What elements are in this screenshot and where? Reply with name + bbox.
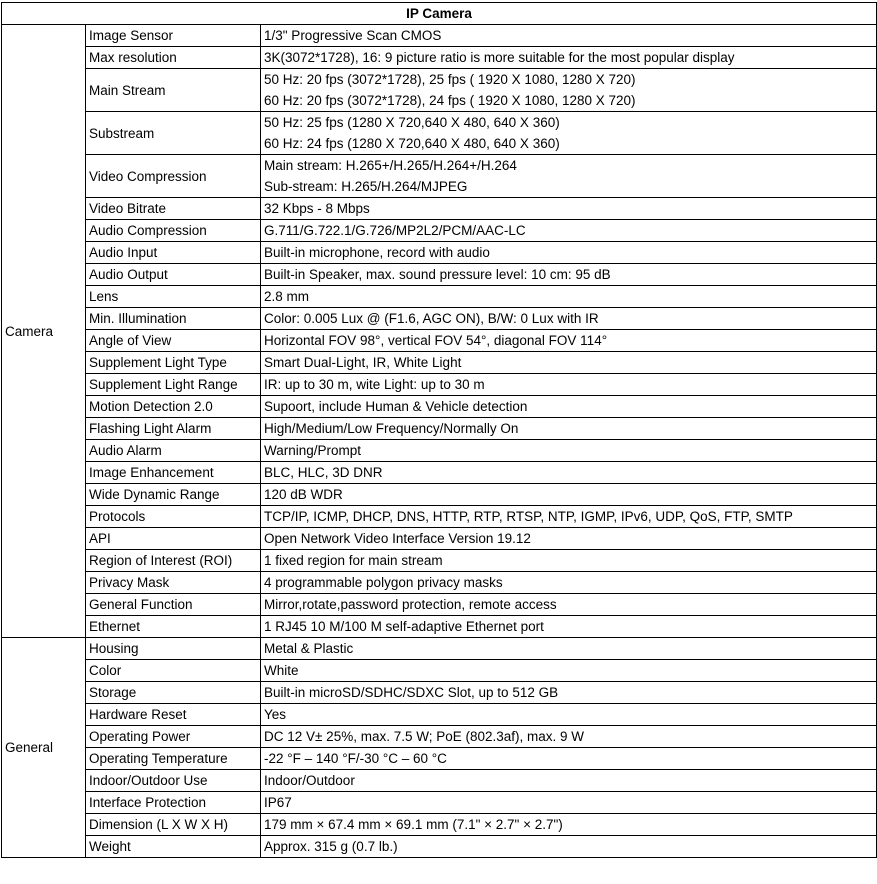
spec-label: Supplement Light Type — [86, 352, 261, 374]
table-row — [2, 69, 877, 112]
spec-value-line: Approx. 315 g (0.7 lb.) — [264, 839, 398, 854]
table-row — [2, 220, 877, 242]
table-row — [2, 792, 877, 814]
spec-value — [261, 330, 877, 352]
spec-value-line: Yes — [264, 707, 287, 722]
spec-value — [261, 594, 877, 616]
spec-value-line: DC 12 V± 25%, max. 7.5 W; PoE (802.3af), max. 9 W — [264, 729, 585, 744]
table-row — [2, 396, 877, 418]
spec-value-line: 60 Hz: 20 fps (3072*1728), 24 fps ( 1920 X 1080, 1280 X 720) — [264, 93, 636, 108]
spec-label: General Function — [86, 594, 261, 616]
table-row — [2, 506, 877, 528]
spec-label: Audio Compression — [86, 220, 261, 242]
spec-value — [261, 660, 877, 682]
spec-value-line: Open Network Video Interface Version 19.12 — [264, 531, 531, 546]
spec-label: Indoor/Outdoor Use — [86, 770, 261, 792]
table-row — [2, 112, 877, 155]
spec-value-line: White — [264, 663, 299, 678]
spec-value-line: Warning/Prompt — [264, 443, 362, 458]
spec-value-line: High/Medium/Low Frequency/Normally On — [264, 421, 519, 436]
table-row — [2, 242, 877, 264]
spec-label: Privacy Mask — [86, 572, 261, 594]
spec-label: Video Compression — [86, 155, 261, 198]
spec-value — [261, 374, 877, 396]
spec-label: Min. Illumination — [86, 308, 261, 330]
table-row — [2, 594, 877, 616]
spec-value — [261, 682, 877, 704]
spec-value-line: Metal & Plastic — [264, 641, 354, 656]
table-row — [2, 638, 877, 660]
spec-value — [261, 726, 877, 748]
spec-label: Weight — [86, 836, 261, 858]
table-row — [2, 374, 877, 396]
spec-value — [261, 836, 877, 858]
spec-label: Ethernet — [86, 616, 261, 638]
spec-value-line: 2.8 mm — [264, 289, 310, 304]
spec-value-line: IP67 — [264, 795, 292, 810]
spec-value — [261, 396, 877, 418]
spec-value-line: Built-in microSD/SDHC/SDXC Slot, up to 512 GB — [264, 685, 559, 700]
spec-value — [261, 220, 877, 242]
table-row — [2, 616, 877, 638]
spec-value — [261, 484, 877, 506]
spec-value-line: Main stream: H.265+/H.265/H.264+/H.264 — [264, 158, 517, 173]
spec-value — [261, 572, 877, 594]
spec-value — [261, 47, 877, 69]
spec-value-line: Smart Dual-Light, IR, White Light — [264, 355, 462, 370]
spec-value-line: -22 °F – 140 °F/-30 °C – 60 °C — [264, 751, 447, 766]
spec-value — [261, 616, 877, 638]
spec-label: Image Enhancement — [86, 462, 261, 484]
table-row — [2, 462, 877, 484]
spec-label: Substream — [86, 112, 261, 155]
spec-value-line: 4 programmable polygon privacy masks — [264, 575, 503, 590]
spec-value-line: 3K(3072*1728), 16: 9 picture ratio is more suitable for the most popular display — [264, 50, 735, 65]
table-row — [2, 352, 877, 374]
spec-label: Main Stream — [86, 69, 261, 112]
spec-value — [261, 308, 877, 330]
table-row — [2, 660, 877, 682]
table-row — [2, 550, 877, 572]
spec-label: Region of Interest (ROI) — [86, 550, 261, 572]
table-row — [2, 528, 877, 550]
table-row — [2, 286, 877, 308]
spec-value — [261, 112, 877, 155]
spec-value — [261, 506, 877, 528]
spec-label: Flashing Light Alarm — [86, 418, 261, 440]
spec-label: Protocols — [86, 506, 261, 528]
spec-value — [261, 550, 877, 572]
spec-label: Audio Input — [86, 242, 261, 264]
spec-value-line: G.711/G.722.1/G.726/MP2L2/PCM/AAC-LC — [264, 223, 526, 238]
table-row — [2, 770, 877, 792]
spec-table — [1, 2, 877, 858]
spec-body — [2, 25, 877, 858]
table-row — [2, 264, 877, 286]
spec-label: Lens — [86, 286, 261, 308]
table-row — [2, 47, 877, 69]
spec-label: Wide Dynamic Range — [86, 484, 261, 506]
spec-value — [261, 792, 877, 814]
spec-label: Operating Temperature — [86, 748, 261, 770]
table-row — [2, 484, 877, 506]
spec-label: Color — [86, 660, 261, 682]
spec-value — [261, 25, 877, 47]
spec-value — [261, 638, 877, 660]
spec-value-line: 50 Hz: 25 fps (1280 X 720,640 X 480, 640 X 360) — [264, 115, 560, 130]
spec-label: Dimension (L X W X H) — [86, 814, 261, 836]
table-row — [2, 726, 877, 748]
spec-value-line: Built-in microphone, record with audio — [264, 245, 490, 260]
spec-value-line: 1 fixed region for main stream — [264, 553, 443, 568]
spec-label: Operating Power — [86, 726, 261, 748]
table-row — [2, 330, 877, 352]
table-title: IP Camera — [2, 3, 877, 25]
spec-value-line: 32 Kbps - 8 Mbps — [264, 201, 370, 216]
spec-label: Hardware Reset — [86, 704, 261, 726]
spec-value-line: Supoort, include Human & Vehicle detection — [264, 399, 528, 414]
spec-value — [261, 814, 877, 836]
spec-label: Housing — [86, 638, 261, 660]
spec-value-line: BLC, HLC, 3D DNR — [264, 465, 383, 480]
spec-value — [261, 462, 877, 484]
category-cell-camera: Camera — [2, 25, 86, 638]
spec-value — [261, 770, 877, 792]
spec-value — [261, 440, 877, 462]
spec-value — [261, 704, 877, 726]
table-row — [2, 308, 877, 330]
spec-label: Interface Protection — [86, 792, 261, 814]
spec-label: Image Sensor — [86, 25, 261, 47]
spec-value-line: 50 Hz: 20 fps (3072*1728), 25 fps ( 1920 X 1080, 1280 X 720) — [264, 72, 636, 87]
table-row — [2, 198, 877, 220]
spec-value — [261, 264, 877, 286]
spec-value — [261, 155, 877, 198]
spec-value-line: Horizontal FOV 98°, vertical FOV 54°, diagonal FOV 114° — [264, 333, 608, 348]
spec-value — [261, 748, 877, 770]
spec-value — [261, 352, 877, 374]
spec-label: Storage — [86, 682, 261, 704]
spec-value-line: 60 Hz: 24 fps (1280 X 720,640 X 480, 640 X 360) — [264, 136, 560, 151]
table-row — [2, 440, 877, 462]
table-row — [2, 704, 877, 726]
spec-label: Max resolution — [86, 47, 261, 69]
table-row — [2, 814, 877, 836]
spec-label: Motion Detection 2.0 — [86, 396, 261, 418]
spec-value-line: TCP/IP, ICMP, DHCP, DNS, HTTP, RTP, RTSP, NTP, IGMP, IPv6, UDP, QoS, FTP, SMTP — [264, 509, 793, 524]
spec-label: Supplement Light Range — [86, 374, 261, 396]
spec-value — [261, 198, 877, 220]
spec-value — [261, 242, 877, 264]
spec-value-line: Color: 0.005 Lux @ (F1.6, AGC ON), B/W: 0 Lux with IR — [264, 311, 599, 326]
spec-value-line: 179 mm × 67.4 mm × 69.1 mm (7.1" × 2.7" × 2.7") — [264, 817, 563, 832]
spec-value — [261, 286, 877, 308]
spec-label: API — [86, 528, 261, 550]
spec-label: Video Bitrate — [86, 198, 261, 220]
table-row — [2, 25, 877, 47]
spec-value-line: 1/3" Progressive Scan CMOS — [264, 28, 442, 43]
spec-value-line: 120 dB WDR — [264, 487, 343, 502]
table-row — [2, 572, 877, 594]
spec-value-line: 1 RJ45 10 M/100 M self-adaptive Ethernet port — [264, 619, 544, 634]
category-cell-general: General — [2, 638, 86, 858]
spec-label: Angle of View — [86, 330, 261, 352]
spec-value — [261, 528, 877, 550]
spec-value — [261, 69, 877, 112]
spec-label: Audio Alarm — [86, 440, 261, 462]
spec-value-line: Sub-stream: H.265/H.264/MJPEG — [264, 179, 468, 194]
table-row — [2, 836, 877, 858]
title-row — [2, 3, 877, 25]
spec-value-line: Built-in Speaker, max. sound pressure level: 10 cm: 95 dB — [264, 267, 611, 282]
spec-value-line: Indoor/Outdoor — [264, 773, 355, 788]
spec-value-line: Mirror,rotate,password protection, remote access — [264, 597, 557, 612]
table-row — [2, 748, 877, 770]
table-row — [2, 155, 877, 198]
spec-value — [261, 418, 877, 440]
table-row — [2, 418, 877, 440]
table-row — [2, 682, 877, 704]
spec-label: Audio Output — [86, 264, 261, 286]
spec-value-line: IR: up to 30 m, wite Light: up to 30 m — [264, 377, 485, 392]
